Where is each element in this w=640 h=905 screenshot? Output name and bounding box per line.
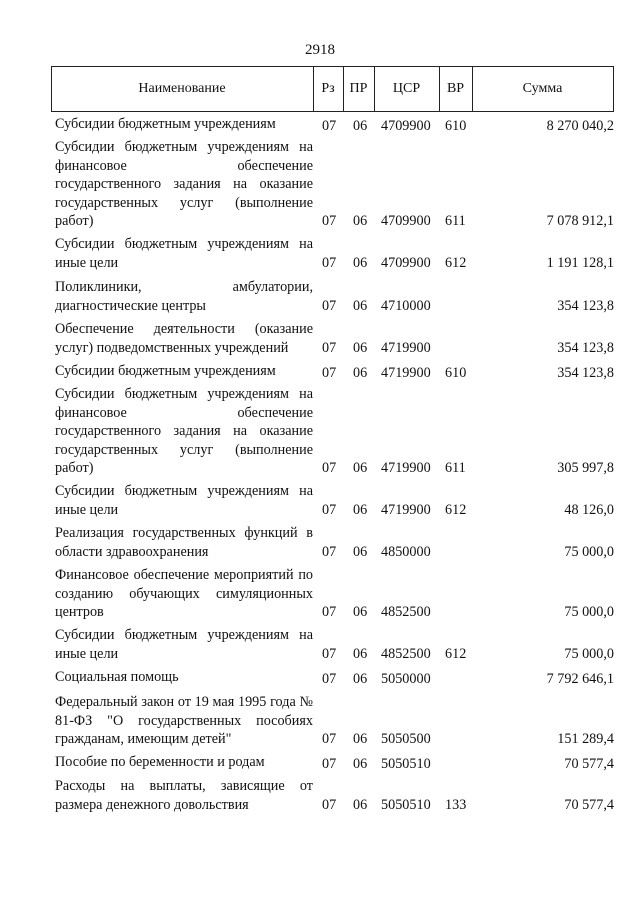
row-pr: 06 bbox=[353, 645, 368, 662]
row-sum: 354 123,8 bbox=[557, 339, 614, 356]
row-csr: 4850000 bbox=[381, 543, 431, 560]
row-vr: 612 bbox=[445, 254, 467, 271]
row-vr: 610 bbox=[445, 117, 467, 134]
row-sum: 151 289,4 bbox=[557, 730, 614, 747]
row-name: Субсидии бюджетным учреждениям на финансовое обеспечение государственного задания на оказание государственных услуг (выполнение работ) bbox=[55, 386, 313, 476]
header-name: Наименование bbox=[138, 81, 226, 96]
row-pr: 06 bbox=[353, 501, 368, 518]
row-vr: 611 bbox=[445, 459, 466, 476]
row-csr: 4852500 bbox=[381, 603, 431, 620]
row-vr: 611 bbox=[445, 212, 466, 229]
row-csr: 4709900 bbox=[381, 117, 431, 134]
row-rz: 07 bbox=[322, 254, 337, 271]
row-name: Финансовое обеспечение мероприятий по созданию обучающих симуляционных центров bbox=[55, 567, 313, 620]
row-vr: 612 bbox=[445, 501, 467, 518]
header-pr: ПР bbox=[349, 81, 368, 96]
row-rz: 07 bbox=[322, 645, 337, 662]
row-sum: 354 123,8 bbox=[557, 364, 614, 381]
row-name: Социальная помощь bbox=[55, 669, 179, 685]
row-pr: 06 bbox=[353, 670, 368, 687]
table-row bbox=[0, 115, 640, 135]
table-row bbox=[0, 138, 640, 230]
row-csr: 4719900 bbox=[381, 339, 431, 356]
row-sum: 1 191 128,1 bbox=[546, 254, 614, 271]
row-rz: 07 bbox=[322, 297, 337, 314]
row-csr: 5050500 bbox=[381, 730, 431, 747]
row-rz: 07 bbox=[322, 603, 337, 620]
row-pr: 06 bbox=[353, 117, 368, 134]
row-sum: 70 577,4 bbox=[564, 755, 614, 772]
row-csr: 5050510 bbox=[381, 755, 431, 772]
row-name: Реализация государственных функций в области здравоохранения bbox=[55, 525, 313, 560]
row-rz: 07 bbox=[322, 339, 337, 356]
row-rz: 07 bbox=[322, 543, 337, 560]
table-row bbox=[0, 235, 640, 272]
row-csr: 4719900 bbox=[381, 459, 431, 476]
table-row bbox=[0, 278, 640, 315]
page-number: 2918 bbox=[305, 42, 335, 58]
row-pr: 06 bbox=[353, 364, 368, 381]
row-sum: 354 123,8 bbox=[557, 297, 614, 314]
row-sum: 75 000,0 bbox=[564, 603, 614, 620]
row-name: Федеральный закон от 19 мая 1995 года № 81-ФЗ "О государственных пособиях гражданам, имеющим детей" bbox=[55, 694, 313, 747]
row-csr: 4719900 bbox=[381, 364, 431, 381]
header-vr: ВР bbox=[446, 81, 465, 96]
row-sum: 70 577,4 bbox=[564, 796, 614, 813]
row-pr: 06 bbox=[353, 730, 368, 747]
row-vr: 612 bbox=[445, 645, 467, 662]
row-rz: 07 bbox=[322, 730, 337, 747]
row-sum: 75 000,0 bbox=[564, 543, 614, 560]
row-csr: 4710000 bbox=[381, 297, 431, 314]
row-pr: 06 bbox=[353, 603, 368, 620]
row-vr: 133 bbox=[445, 796, 467, 813]
table-row bbox=[0, 668, 640, 688]
table-row bbox=[0, 566, 640, 621]
row-name: Поликлиники, амбулатории, диагностические центры bbox=[55, 279, 313, 314]
row-rz: 07 bbox=[322, 117, 337, 134]
row-pr: 06 bbox=[353, 254, 368, 271]
row-csr: 5050000 bbox=[381, 670, 431, 687]
row-sum: 48 126,0 bbox=[564, 501, 614, 518]
header-rz: Рз bbox=[321, 81, 335, 96]
row-rz: 07 bbox=[322, 364, 337, 381]
row-csr: 4709900 bbox=[381, 254, 431, 271]
row-rz: 07 bbox=[322, 459, 337, 476]
row-name: Субсидии бюджетным учреждениям bbox=[55, 363, 276, 379]
row-rz: 07 bbox=[322, 755, 337, 772]
row-csr: 5050510 bbox=[381, 796, 431, 813]
table-row bbox=[0, 524, 640, 561]
row-sum: 8 270 040,2 bbox=[546, 117, 614, 134]
row-rz: 07 bbox=[322, 796, 337, 813]
row-rz: 07 bbox=[322, 212, 337, 229]
row-csr: 4709900 bbox=[381, 212, 431, 229]
header-sum: Сумма bbox=[522, 81, 563, 96]
row-name: Субсидии бюджетным учреждениям на финансовое обеспечение государственного задания на оказание государственных услуг (выполнение работ) bbox=[55, 139, 313, 229]
row-pr: 06 bbox=[353, 339, 368, 356]
row-sum: 305 997,8 bbox=[557, 459, 614, 476]
row-pr: 06 bbox=[353, 755, 368, 772]
row-name: Расходы на выплаты, зависящие от размера денежного довольствия bbox=[55, 778, 313, 813]
row-name: Субсидии бюджетным учреждениям на иные цели bbox=[55, 483, 313, 518]
table-row bbox=[0, 777, 640, 814]
row-csr: 4719900 bbox=[381, 501, 431, 518]
row-pr: 06 bbox=[353, 543, 368, 560]
row-csr: 4852500 bbox=[381, 645, 431, 662]
row-name: Субсидии бюджетным учреждениям на иные цели bbox=[55, 236, 313, 271]
header-divider bbox=[613, 67, 614, 111]
row-name: Обеспечение деятельности (оказание услуг) подведомственных учреждений bbox=[55, 321, 313, 356]
row-rz: 07 bbox=[322, 670, 337, 687]
row-name: Субсидии бюджетным учреждениям bbox=[55, 116, 276, 132]
row-vr: 610 bbox=[445, 364, 467, 381]
row-pr: 06 bbox=[353, 459, 368, 476]
row-rz: 07 bbox=[322, 501, 337, 518]
table-row bbox=[0, 320, 640, 357]
row-name: Пособие по беременности и родам bbox=[55, 754, 265, 770]
table-row bbox=[0, 482, 640, 519]
table-header bbox=[51, 66, 614, 112]
table-row bbox=[0, 693, 640, 748]
row-pr: 06 bbox=[353, 297, 368, 314]
row-sum: 7 078 912,1 bbox=[546, 212, 614, 229]
row-sum: 75 000,0 bbox=[564, 645, 614, 662]
row-name: Субсидии бюджетным учреждениям на иные цели bbox=[55, 627, 313, 662]
table-row bbox=[0, 626, 640, 663]
row-pr: 06 bbox=[353, 796, 368, 813]
table-row bbox=[0, 362, 640, 382]
row-pr: 06 bbox=[353, 212, 368, 229]
header-csr: ЦСР bbox=[392, 81, 421, 96]
row-sum: 7 792 646,1 bbox=[546, 670, 614, 687]
table-row bbox=[0, 753, 640, 773]
table-row bbox=[0, 385, 640, 477]
